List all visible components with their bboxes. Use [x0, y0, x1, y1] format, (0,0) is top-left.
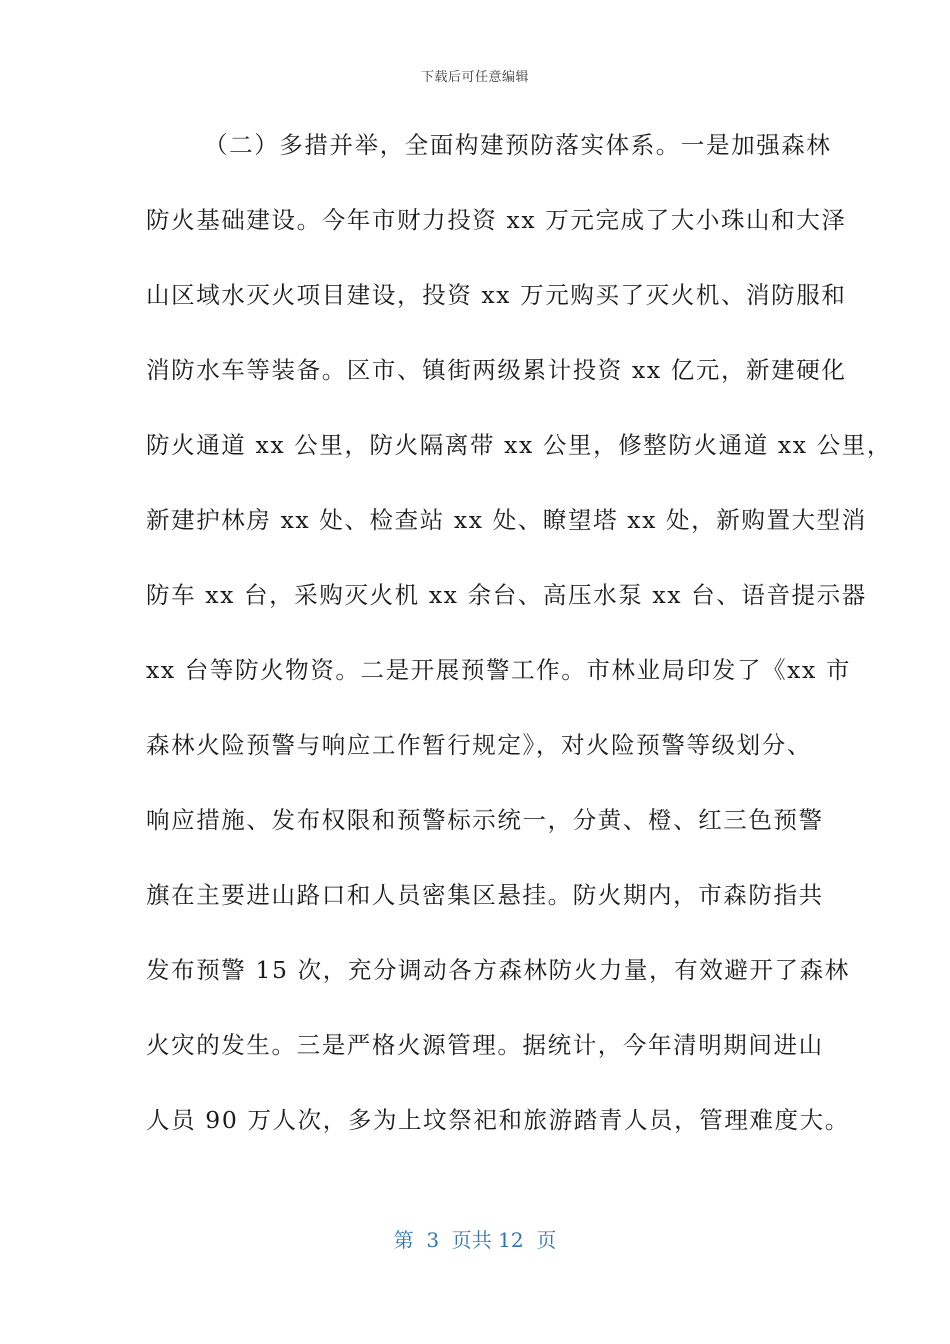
- paragraph-line: 火灾的发生。三是严格火源管理。据统计，今年清明期间进山: [146, 1031, 824, 1059]
- paragraph-line: 响应措施、发布权限和预警标示统一，分黄、橙、红三色预警: [146, 806, 824, 834]
- paragraph-line: 旗在主要进山路口和人员密集区悬挂。防火期内，市森防指共: [146, 881, 824, 909]
- paragraph-line: 森林火险预警与响应工作暂行规定》，对火险预警等级划分、: [146, 731, 812, 759]
- paragraph-line: 发布预警 15 次，充分调动各方森林防火力量，有效避开了森林: [146, 956, 850, 984]
- paragraph-line: 防车 xx 台，采购灭火机 xx 余台、高压水泵 xx 台、语音提示器: [146, 581, 867, 609]
- paragraph-line: 人员 90 万人次，多为上坟祭祀和旅游踏青人员，管理难度大。: [146, 1106, 850, 1134]
- header-note: 下载后可任意编辑: [420, 70, 529, 85]
- paragraph-line: 新建护林房 xx 处、检查站 xx 处、瞭望塔 xx 处，新购置大型消: [146, 506, 867, 534]
- paragraph-line: 消防水车等装备。区市、镇街两级累计投资 xx 亿元，新建硬化: [146, 356, 847, 384]
- paragraph-line: 防火通道 xx 公里，防火隔离带 xx 公里，修整防火通道 xx 公里，: [146, 431, 892, 459]
- page-number-footer: 第 3 页共 12 页: [393, 1228, 557, 1252]
- paragraph-line: 防火基础建设。今年市财力投资 xx 万元完成了大小珠山和大泽: [146, 206, 847, 234]
- document-body: [146, 113, 892, 1163]
- paragraph-line: 山区域水灭火项目建设，投资 xx 万元购买了灭火机、消防服和: [146, 281, 847, 309]
- paragraph-line: （二）多措并举，全面构建预防落实体系。一是加强森林: [204, 131, 832, 159]
- paragraph-line: xx 台等防火物资。二是开展预警工作。市林业局印发了《xx 市: [146, 656, 852, 684]
